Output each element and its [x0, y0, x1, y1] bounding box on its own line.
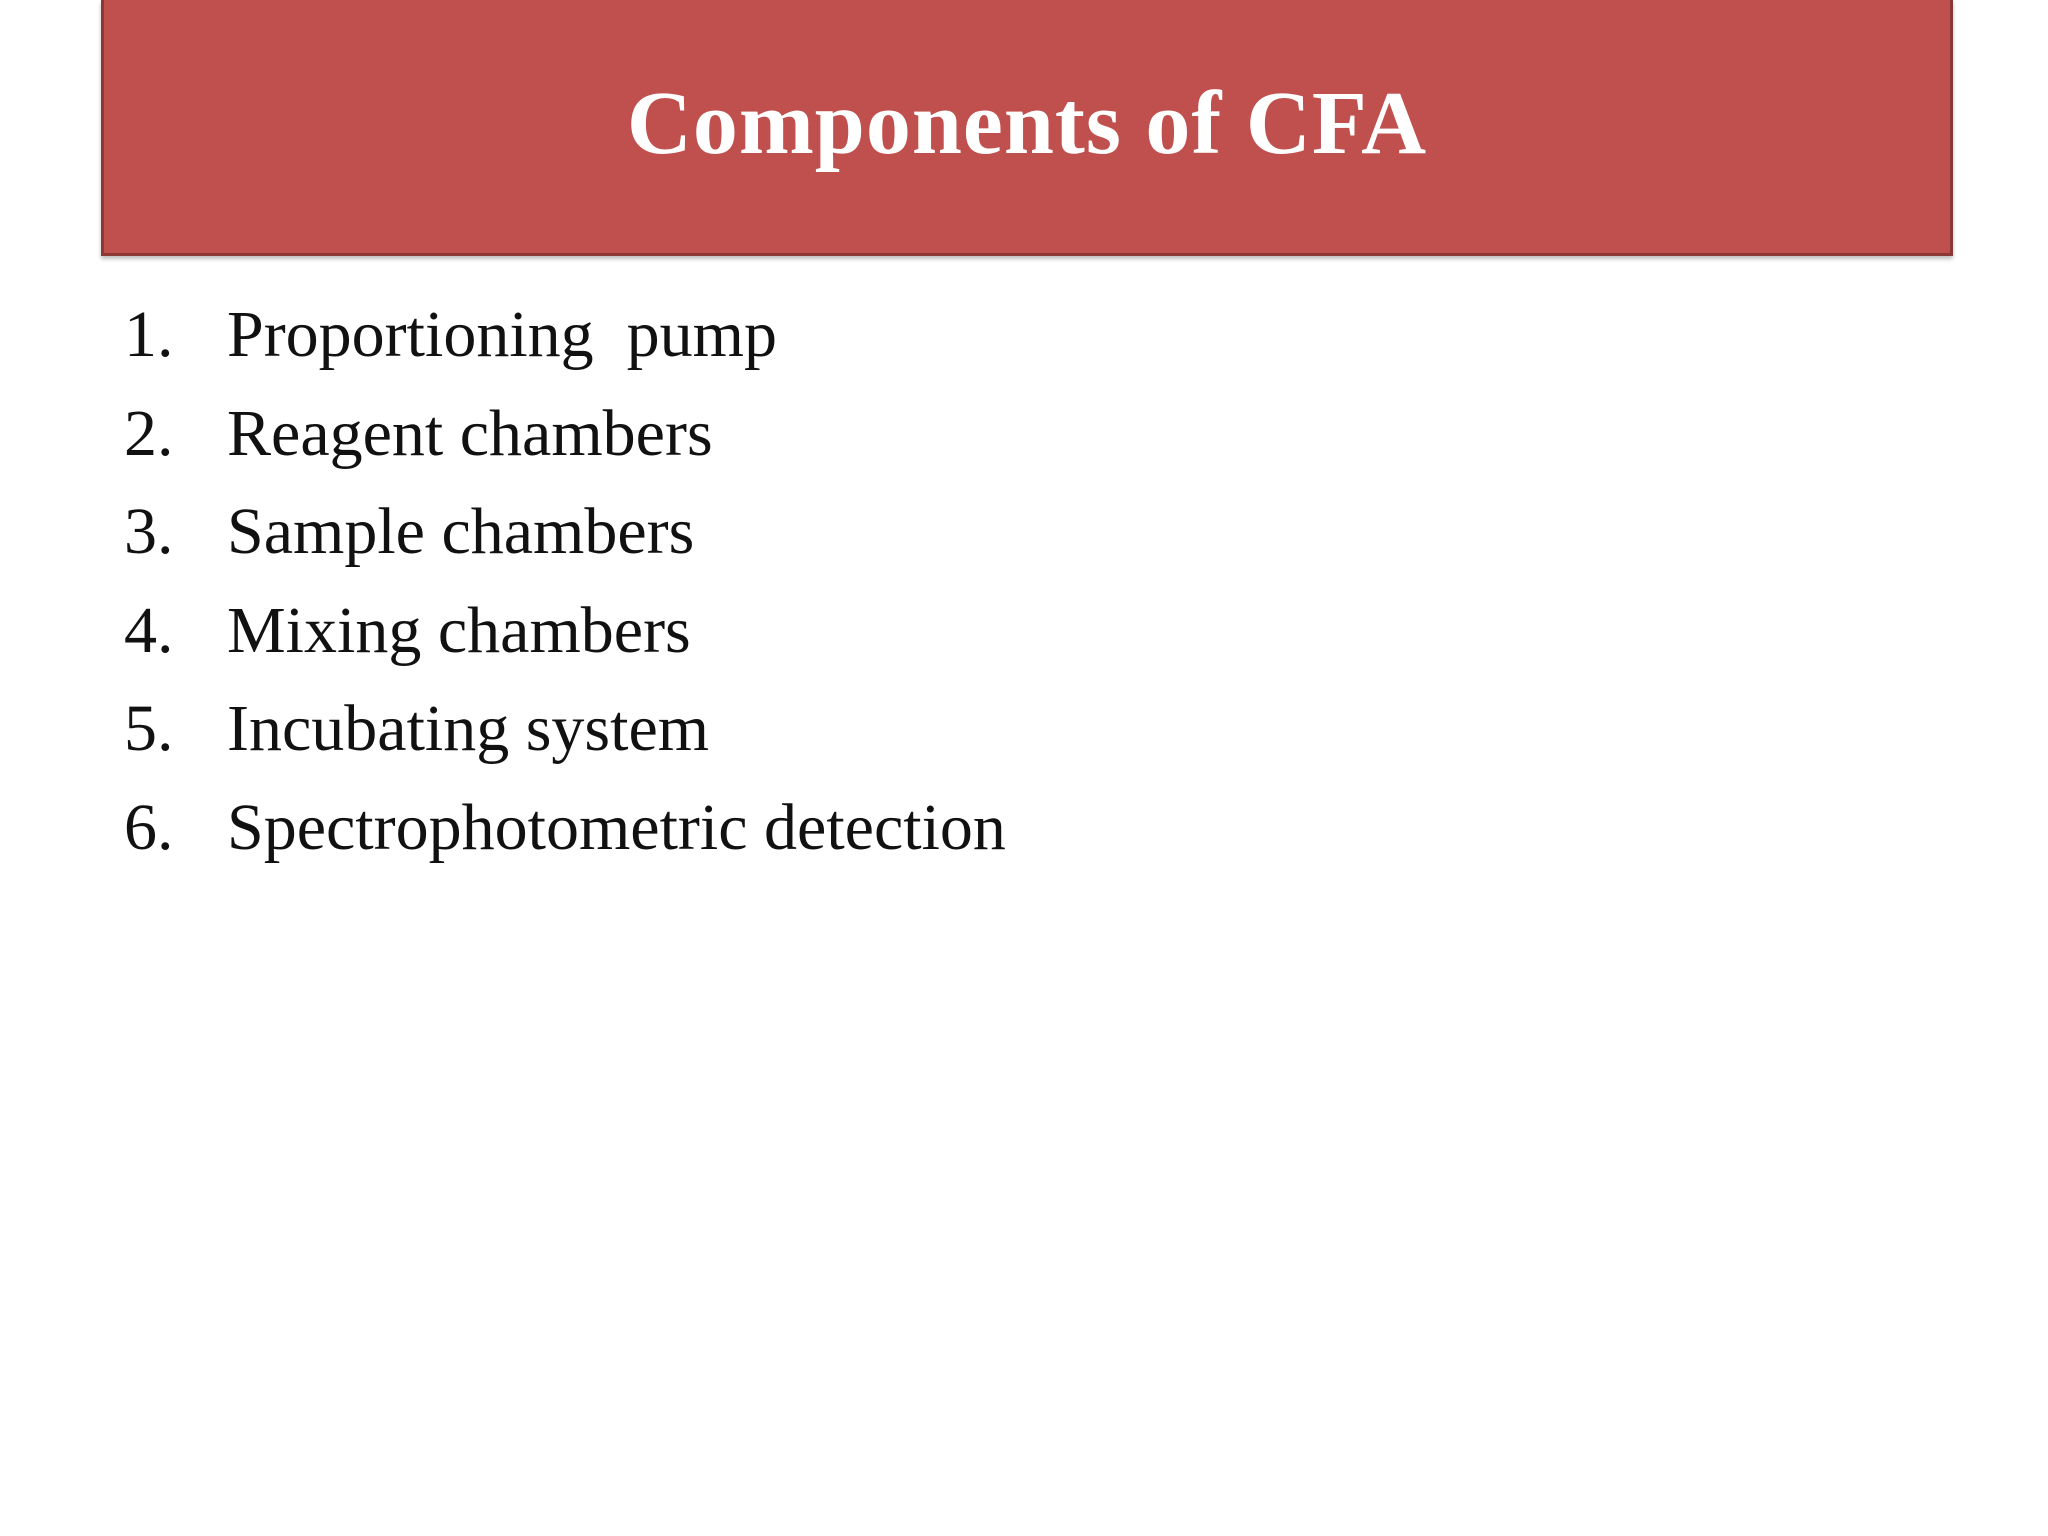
list-item-number: 2. [124, 396, 174, 470]
list-item-label: Incubating system [227, 692, 710, 766]
list-item [124, 483, 1006, 582]
list-item-number: 3. [124, 495, 174, 569]
title-banner [101, 0, 1953, 256]
list-item-label: Sample chambers [227, 495, 695, 569]
list-item-label: Reagent chambers [227, 396, 713, 470]
list-item [124, 680, 1006, 779]
list-item-label: Proportioning pump [227, 298, 778, 372]
list-item [124, 286, 1006, 385]
list-item [124, 385, 1006, 484]
slide-title: Components of CFA [626, 74, 1428, 173]
list-item-label: Spectrophotometric detection [227, 790, 1006, 864]
component-list [124, 286, 1006, 877]
list-item-number: 6. [124, 790, 174, 864]
list-item [124, 582, 1006, 681]
list-item-number: 4. [124, 593, 174, 667]
list-item-number: 1. [124, 298, 174, 372]
list-item [124, 779, 1006, 878]
list-item-label: Mixing chambers [227, 593, 691, 667]
list-item-number: 5. [124, 692, 174, 766]
